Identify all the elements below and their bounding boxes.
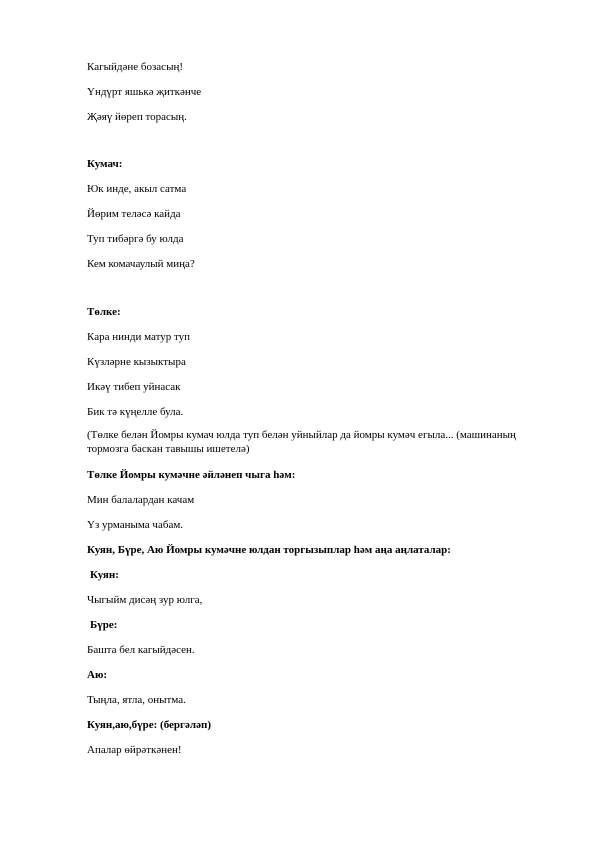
text-line: Үндүрт яшькә җиткәнче [87,86,202,98]
stage-direction-bold: Төлке Йомры кумәчне әйләнеп чыга һәм: [87,469,296,481]
text-line: Юк инде, акыл сатма [87,183,187,195]
text-line: Апалар өйрәткәнен! [87,744,182,756]
speaker-label: Аю: [87,669,108,681]
speaker-label: Бүре: [90,619,118,631]
text-line: Җәяү йөреп торасың. [87,111,187,123]
speaker-label: Куян,аю,бүре: (бергәләп) [87,719,211,731]
speaker-label: Төлке: [87,306,121,318]
speaker-label: Куян: [90,569,119,581]
text-line: Мин балалардан качам [87,494,195,506]
text-line: Кем комачаулый миңа? [87,258,195,270]
text-line: Тыңла, ятла, онытма. [87,694,186,706]
text-line: Туп тибәргә бу юлда [87,233,184,245]
text-line: Икәү тибеп уйнасак [87,381,181,393]
stage-direction-bold: Куян, Бүре, Аю Йомры кумәчне юлдан торгызыплар һәм аңа аңлаталар: [87,544,451,556]
text-line: Үз урманыма чабам. [87,519,184,531]
text-line: Күзләрне кызыктыра [87,356,186,368]
text-line: Бик тә күңелле була. [87,406,184,418]
text-line: Кара нинди матур туп [87,331,191,343]
stage-direction: (Төлке белән Йомры кумач юлда туп белән уйныйлар да йомры кумәч егыла... (машинаның тормозга баскан тавышы ишетелә) [87,429,516,455]
text-line: Башта бел кагыйдәсен. [87,644,195,656]
text-line: Кагыйдәне бозасың! [87,61,184,73]
text-line: Йөрим теләсә кайда [87,208,181,220]
speaker-label: Кумач: [87,158,123,170]
text-line: Чыгыйм дисәң зур юлга, [87,594,203,606]
